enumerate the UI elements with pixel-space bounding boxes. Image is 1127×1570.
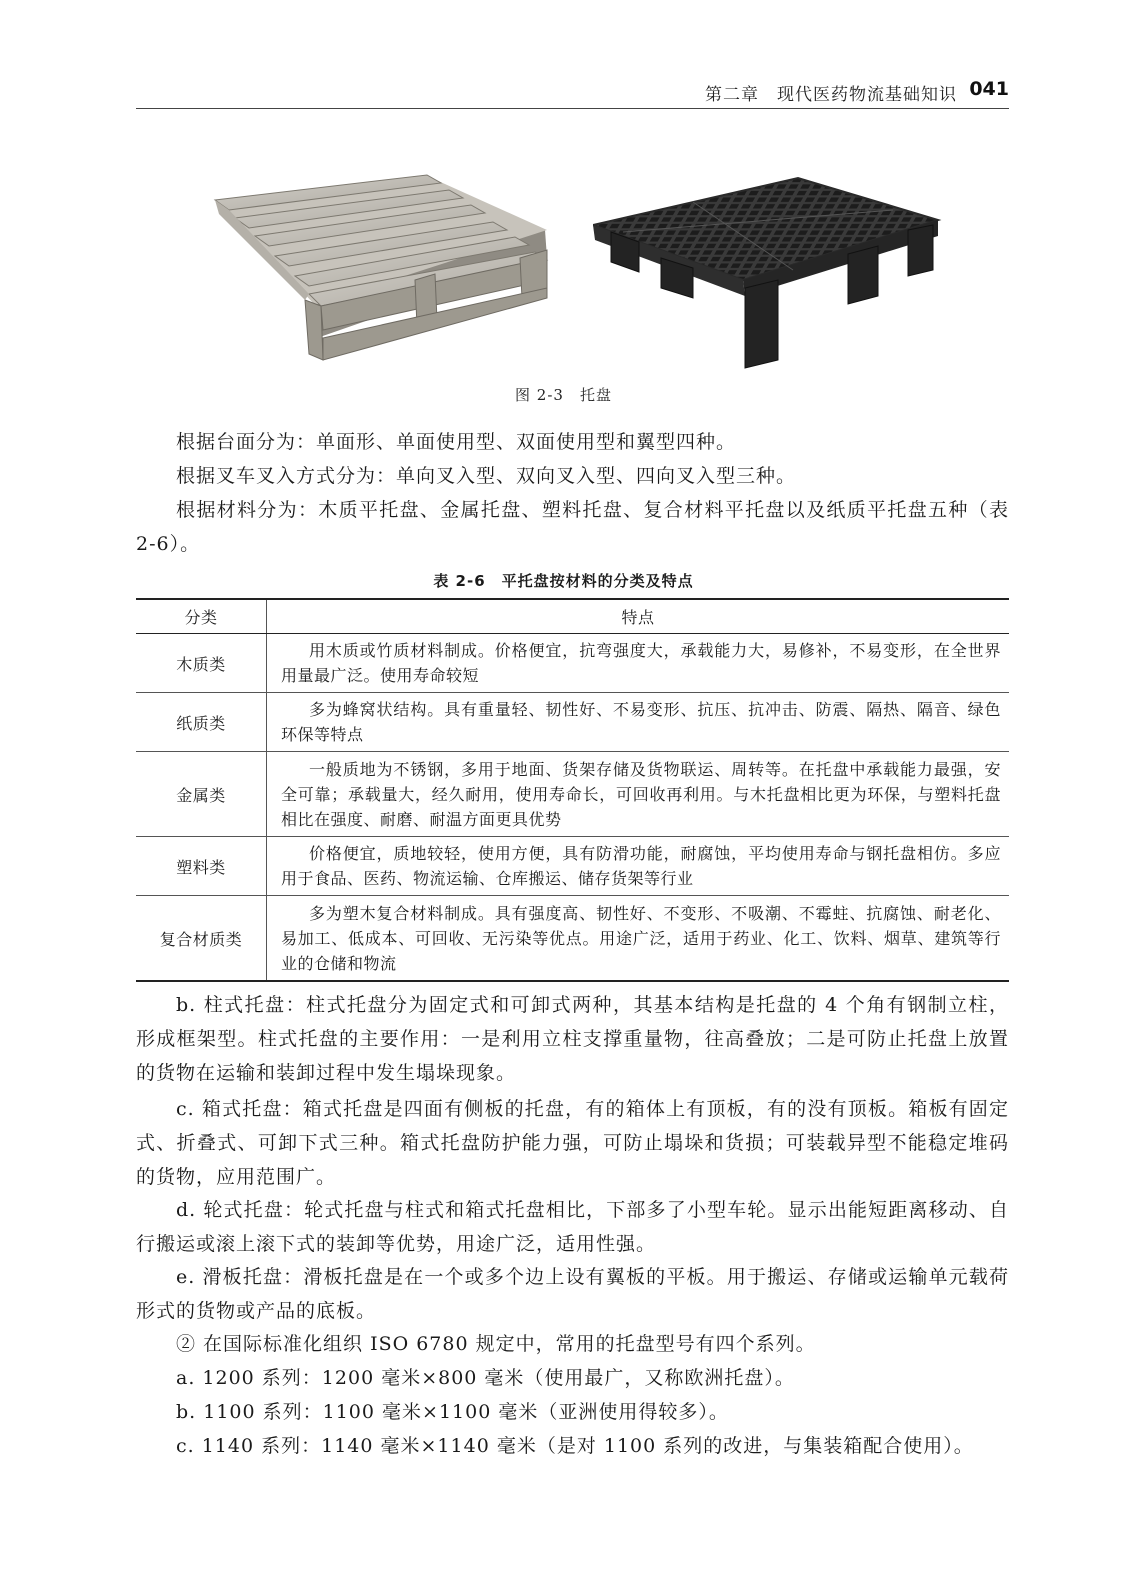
row-features: 多为塑木复合材料制成。具有强度高、韧性好、不变形、不吸潮、不霉蛀、抗腐蚀、耐老化、易加工、低成本、可回收、无污染等优点。用途广泛，适用于药业、化工、饮料、烟草、建筑等行业的仓储和物流 bbox=[281, 903, 1001, 973]
intro-paragraph-1: 根据台面分为：单面形、单面使用型、双面使用型和翼型四种。 bbox=[176, 431, 737, 453]
series-1200: a. 1200 系列：1200 毫米×800 毫米（使用最广，又称欧洲托盘）。 bbox=[176, 1367, 795, 1389]
table-header-row bbox=[136, 599, 1009, 634]
table-row bbox=[136, 752, 1009, 837]
header-category: 分类 bbox=[136, 599, 267, 634]
intro-paragraph-3: 根据材料分为：木质平托盘、金属托盘、塑料托盘、复合材料平托盘以及纸质平托盘五种（表 2-6）。 bbox=[136, 499, 1009, 555]
header-features: 特点 bbox=[267, 599, 1010, 634]
pallet-material-table bbox=[136, 598, 1009, 982]
series-1100: b. 1100 系列：1100 毫米×1100 毫米（亚洲使用得较多）。 bbox=[176, 1401, 729, 1423]
row-category: 金属类 bbox=[136, 752, 267, 837]
pallet-figure bbox=[205, 170, 950, 375]
figure-caption: 图 2-3 托盘 bbox=[515, 386, 612, 404]
row-category: 复合材质类 bbox=[136, 896, 267, 982]
body-paragraph-d: d. 轮式托盘：轮式托盘与柱式和箱式托盘相比，下部多了小型车轮。显示出能短距离移动、自行搬运或滚上滚下式的装卸等优势，用途广泛，适用性强。 bbox=[136, 1199, 1009, 1255]
wooden-pallet-image bbox=[205, 170, 550, 370]
page-number: 041 bbox=[969, 78, 1009, 100]
row-features: 一般质地为不锈钢，多用于地面、货架存储及货物联运、周转等。在托盘中承载能力最强，安全可靠；承载量大，经久耐用，使用寿命长，可回收再利用。与木托盘相比更为环保，与塑料托盘相比在强度、耐磨、耐温方面更具优势 bbox=[281, 759, 1001, 829]
plastic-pallet-image bbox=[593, 170, 943, 370]
running-header bbox=[136, 78, 1009, 109]
body-paragraph-iso: ② 在国际标准化组织 ISO 6780 规定中，常用的托盘型号有四个系列。 bbox=[176, 1333, 816, 1355]
row-features: 用木质或竹质材料制成。价格便宜，抗弯强度大，承载能力大，易修补，不易变形，在全世界用量最广泛。使用寿命较短 bbox=[281, 641, 1001, 685]
intro-paragraph-2: 根据叉车叉入方式分为：单向叉入型、双向叉入型、四向叉入型三种。 bbox=[176, 465, 797, 487]
chapter-title: 第二章 现代医药物流基础知识 bbox=[705, 85, 957, 105]
row-features: 价格便宜，质地较轻，使用方便，具有防滑功能，耐腐蚀，平均使用寿命与钢托盘相仿。多应用于食品、医药、物流运输、仓库搬运、储存货架等行业 bbox=[281, 844, 1001, 888]
table-row bbox=[136, 896, 1009, 982]
body-paragraph-c: c. 箱式托盘：箱式托盘是四面有侧板的托盘，有的箱体上有顶板，有的没有顶板。箱板有固定式、折叠式、可卸下式三种。箱式托盘防护能力强，可防止塌垛和货损；可装载异型不能稳定堆码的货物，应用范围广。 bbox=[136, 1098, 1009, 1188]
series-1140: c. 1140 系列：1140 毫米×1140 毫米（是对 1100 系列的改进，与集装箱配合使用）。 bbox=[176, 1435, 974, 1457]
body-paragraph-e: e. 滑板托盘：滑板托盘是在一个或多个边上设有翼板的平板。用于搬运、存储或运输单元载荷形式的货物或产品的底板。 bbox=[136, 1266, 1009, 1322]
table-row bbox=[136, 837, 1009, 896]
row-features: 多为蜂窝状结构。具有重量轻、韧性好、不易变形、抗压、抗冲击、防震、隔热、隔音、绿色环保等特点 bbox=[281, 700, 1001, 744]
table-row bbox=[136, 693, 1009, 752]
row-category: 纸质类 bbox=[136, 693, 267, 752]
table-row bbox=[136, 634, 1009, 693]
table-title: 表 2-6 平托盘按材料的分类及特点 bbox=[433, 572, 694, 590]
row-category: 木质类 bbox=[136, 634, 267, 693]
row-category: 塑料类 bbox=[136, 837, 267, 896]
body-paragraph-b: b. 柱式托盘：柱式托盘分为固定式和可卸式两种，其基本结构是托盘的 4 个角有钢制立柱，形成框架型。柱式托盘的主要作用：一是利用立柱支撑重量物，往高叠放；二是可防止托盘上放置的货物在运输和装卸过程中发生塌垛现象。 bbox=[136, 994, 1009, 1084]
